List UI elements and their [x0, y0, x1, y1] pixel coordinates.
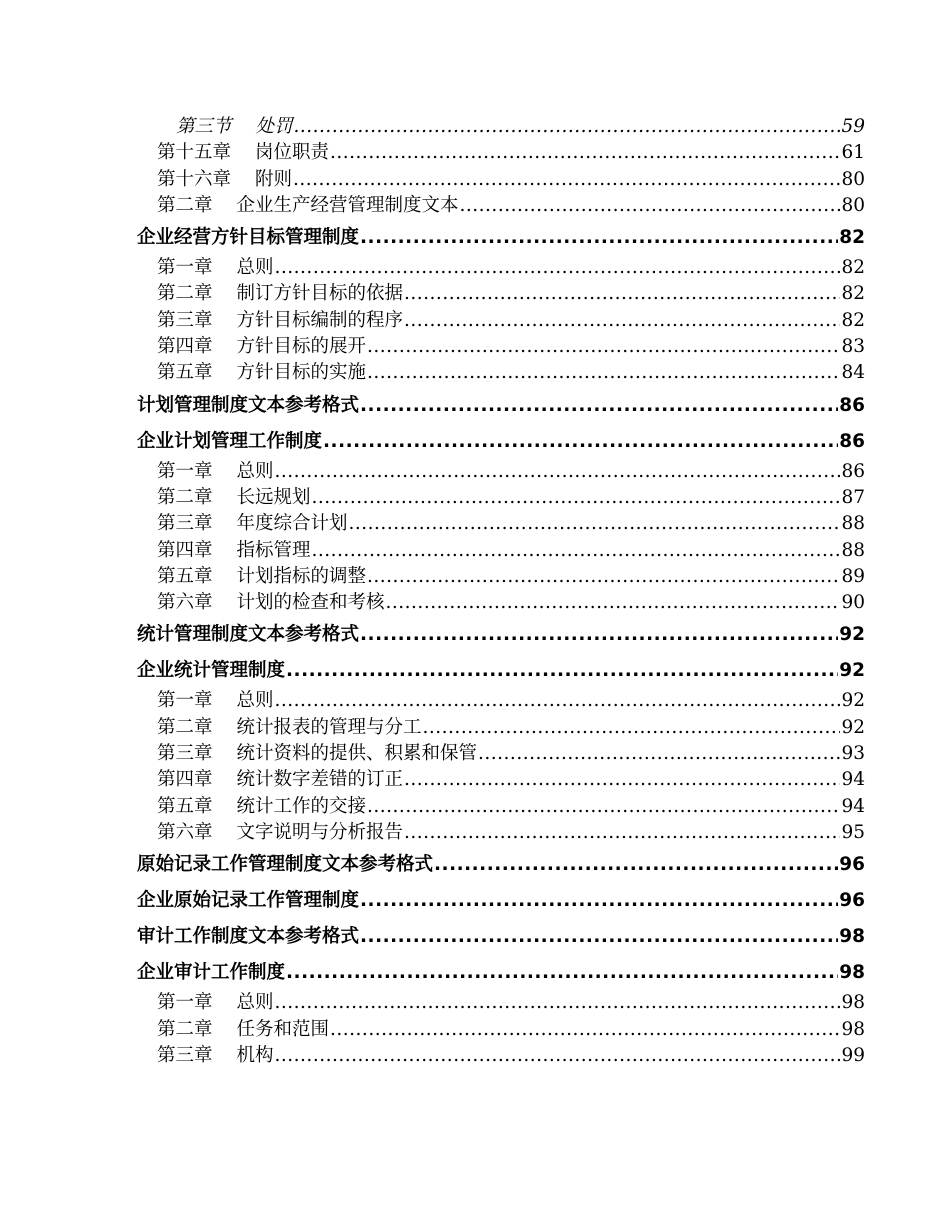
- toc-entry-section[interactable]: [137, 656, 865, 686]
- toc-dot-leader: [330, 1019, 840, 1040]
- toc-entry-title: [157, 138, 329, 164]
- toc-entry-chapter[interactable]: [157, 332, 865, 358]
- toc-entry-number: 第一章: [157, 992, 213, 1014]
- toc-entry-chapter[interactable]: [157, 765, 865, 791]
- toc-page-number: 80: [841, 194, 865, 216]
- toc-entry-label: 企业统计管理制度: [137, 660, 286, 682]
- toc-entry-chapter[interactable]: [157, 483, 865, 509]
- toc-page-number: 84: [841, 362, 865, 384]
- toc-page-number: 88: [841, 539, 865, 561]
- toc-entry-number: 第四章: [157, 769, 213, 791]
- toc-entry-label: 计划管理制度文本参考格式: [137, 394, 360, 416]
- toc-entry-title: [157, 165, 292, 191]
- toc-entry-label: 企业经营方针目标管理制度: [137, 227, 360, 249]
- toc-page-number: 80: [841, 168, 865, 190]
- toc-entry-label: 统计资料的提供、积累和保管: [236, 743, 478, 765]
- toc-entry-chapter[interactable]: [157, 562, 865, 588]
- toc-entry-title: [157, 588, 385, 614]
- toc-entry-title: [137, 427, 322, 453]
- toc-entry-label: 制订方针目标的依据: [236, 283, 404, 305]
- toc-entry-title: [157, 713, 422, 739]
- toc-dot-leader: [330, 142, 840, 163]
- table-of-contents: [0, 112, 950, 1067]
- toc-entry-chapter[interactable]: [157, 306, 865, 332]
- toc-entry-number: 第二章: [157, 486, 213, 508]
- toc-dot-leader: [460, 195, 841, 216]
- toc-entry-section[interactable]: [137, 391, 865, 421]
- toc-page-number: 92: [841, 716, 865, 738]
- toc-dot-leader: [275, 1045, 841, 1066]
- toc-entry-number: 第三章: [157, 743, 213, 765]
- toc-dot-leader: [404, 822, 840, 843]
- toc-entry-chapter[interactable]: [157, 165, 865, 191]
- toc-entry-chapter[interactable]: [157, 191, 865, 217]
- toc-dot-leader: [312, 487, 841, 508]
- toc-entry-chapter[interactable]: [157, 713, 865, 739]
- toc-entry-number: 第四章: [157, 336, 213, 358]
- toc-entry-label: 处罚: [255, 116, 293, 137]
- toc-entry-title: [137, 656, 285, 682]
- toc-dot-leader: [349, 513, 841, 534]
- toc-entry-number: 第五章: [157, 795, 213, 817]
- toc-entry-number: 第一章: [157, 460, 213, 482]
- toc-dot-leader: [404, 310, 840, 331]
- toc-entry-label: 企业原始记录工作管理制度: [137, 890, 360, 912]
- toc-page-number: 93: [841, 743, 865, 765]
- toc-entry-title: [137, 958, 285, 984]
- toc-entry-number: 第二章: [157, 1018, 213, 1040]
- toc-page-number: 86: [839, 430, 865, 452]
- toc-entry-title: [137, 620, 359, 646]
- toc-dot-leader: [275, 992, 841, 1013]
- toc-entry-title: [157, 483, 311, 509]
- toc-entry-number: 第三章: [157, 513, 213, 535]
- toc-dot-leader: [360, 926, 838, 947]
- toc-entry-number: 第三章: [157, 309, 213, 331]
- toc-entry-number: 第一章: [157, 690, 213, 712]
- toc-entry-title: [157, 792, 366, 818]
- toc-entry-chapter[interactable]: [157, 588, 865, 614]
- toc-entry-title: [157, 765, 403, 791]
- toc-entry-chapter[interactable]: [157, 818, 865, 844]
- toc-entry-label: 总则: [236, 992, 274, 1014]
- toc-entry-title: [137, 223, 359, 249]
- toc-page-number: 98: [839, 926, 865, 948]
- toc-page-number: 82: [841, 257, 865, 279]
- toc-entry-label: 计划的检查和考核: [236, 592, 385, 614]
- toc-entry-label: 统计工作的交接: [236, 795, 367, 817]
- toc-entry-label: 计划指标的调整: [236, 565, 367, 587]
- toc-entry-chapter[interactable]: [157, 509, 865, 535]
- toc-page-number: 90: [841, 592, 865, 614]
- toc-entry-label: 总则: [236, 460, 274, 482]
- toc-dot-leader: [423, 717, 841, 738]
- toc-entry-label: 岗位职责: [255, 142, 330, 164]
- toc-page-number: 83: [841, 336, 865, 358]
- toc-page-number: 98: [841, 1018, 865, 1040]
- toc-dot-leader: [434, 854, 838, 875]
- toc-entry-chapter[interactable]: [157, 686, 865, 712]
- toc-entry-section[interactable]: [137, 620, 865, 650]
- toc-entry-chapter[interactable]: [157, 739, 865, 765]
- toc-page-number: 95: [841, 821, 865, 843]
- toc-entry-label: 任务和范围: [236, 1018, 330, 1040]
- toc-entry-label: 机构: [236, 1044, 274, 1066]
- toc-entry-label: 总则: [236, 690, 274, 712]
- toc-entry-label: 指标管理: [236, 539, 311, 561]
- toc-entry-title: [157, 279, 403, 305]
- toc-entry-title: [157, 191, 459, 217]
- toc-dot-leader: [360, 890, 838, 911]
- toc-entry-number: 第六章: [157, 821, 213, 843]
- toc-entry-chapter[interactable]: [157, 358, 865, 384]
- toc-dot-leader: [312, 540, 841, 561]
- toc-entry-chapter[interactable]: [157, 1041, 865, 1067]
- toc-entry-title: [157, 562, 366, 588]
- toc-entry-title: [137, 886, 359, 912]
- toc-page-number: 96: [839, 854, 865, 876]
- toc-entry-section[interactable]: [137, 850, 865, 880]
- toc-entry-title: [157, 818, 403, 844]
- toc-entry-section[interactable]: [137, 427, 865, 457]
- toc-entry-chapter[interactable]: [157, 279, 865, 305]
- toc-entry-title: [157, 536, 311, 562]
- toc-page-number: 96: [839, 890, 865, 912]
- toc-entry-label: 长远规划: [236, 486, 311, 508]
- toc-entry-title: [157, 306, 403, 332]
- toc-dot-leader: [404, 769, 840, 790]
- toc-dot-leader: [294, 116, 841, 137]
- toc-entry-number: 第四章: [157, 539, 213, 561]
- toc-entry-section[interactable]: [137, 886, 865, 916]
- toc-entry-chapter[interactable]: [157, 457, 865, 483]
- toc-entry-title: [157, 1041, 274, 1067]
- toc-entry-label: 方针目标的实施: [236, 362, 367, 384]
- toc-entry-chapter[interactable]: [157, 253, 865, 279]
- toc-page-number: 94: [841, 769, 865, 791]
- toc-entry-label: 原始记录工作管理制度文本参考格式: [137, 854, 434, 876]
- toc-page-number: 98: [839, 962, 865, 984]
- toc-page-number: 82: [841, 283, 865, 305]
- toc-dot-leader: [478, 743, 840, 764]
- toc-dot-leader: [367, 336, 840, 357]
- toc-dot-leader: [275, 690, 841, 711]
- toc-entry-subsection[interactable]: [176, 112, 865, 138]
- toc-entry-title: [137, 391, 359, 417]
- toc-dot-leader: [275, 257, 841, 278]
- toc-entry-number: 第二章: [157, 283, 213, 305]
- toc-entry-chapter[interactable]: [157, 138, 865, 164]
- toc-dot-leader: [360, 227, 838, 248]
- toc-entry-label: 方针目标编制的程序: [236, 309, 404, 331]
- toc-dot-leader: [286, 660, 838, 681]
- toc-page-number: 88: [841, 513, 865, 535]
- toc-entry-number: 第十六章: [157, 168, 232, 190]
- toc-entry-number: 第十五章: [157, 142, 232, 164]
- toc-entry-label: 统计管理制度文本参考格式: [137, 624, 360, 646]
- toc-entry-title: [157, 457, 274, 483]
- toc-entry-number: 第一章: [157, 257, 213, 279]
- toc-entry-title: [157, 686, 274, 712]
- toc-entry-number: 第六章: [157, 592, 213, 614]
- toc-page-number: 92: [841, 690, 865, 712]
- toc-entry-section[interactable]: [137, 958, 865, 988]
- toc-page-number: 86: [841, 460, 865, 482]
- toc-dot-leader: [367, 796, 840, 817]
- toc-dot-leader: [286, 962, 838, 983]
- toc-page-number: 99: [841, 1044, 865, 1066]
- toc-dot-leader: [386, 592, 841, 613]
- toc-entry-title: [157, 509, 348, 535]
- toc-dot-leader: [293, 169, 840, 190]
- toc-entry-label: 年度综合计划: [236, 513, 348, 535]
- toc-entry-title: [137, 850, 433, 876]
- toc-page-number: 82: [839, 227, 865, 249]
- toc-dot-leader: [367, 566, 840, 587]
- toc-entry-chapter[interactable]: [157, 792, 865, 818]
- toc-entry-title: [176, 112, 293, 138]
- toc-entry-title: [157, 739, 477, 765]
- toc-entry-section[interactable]: [137, 922, 865, 952]
- toc-entry-chapter[interactable]: [157, 536, 865, 562]
- toc-page-number: 82: [841, 309, 865, 331]
- toc-entry-section[interactable]: [137, 223, 865, 253]
- toc-entry-title: [157, 253, 274, 279]
- toc-entry-number: 第二章: [157, 194, 213, 216]
- toc-entry-label: 统计报表的管理与分工: [236, 716, 422, 738]
- toc-page-number: 87: [841, 486, 865, 508]
- toc-dot-leader: [367, 362, 840, 383]
- toc-entry-title: [157, 332, 366, 358]
- toc-entry-title: [157, 358, 366, 384]
- toc-page-number: 59: [841, 116, 865, 137]
- toc-entry-label: 文字说明与分析报告: [236, 821, 404, 843]
- toc-entry-number: 第五章: [157, 362, 213, 384]
- toc-dot-leader: [360, 395, 838, 416]
- toc-page-number: 94: [841, 795, 865, 817]
- toc-entry-chapter[interactable]: [157, 1015, 865, 1041]
- toc-entry-label: 统计数字差错的订正: [236, 769, 404, 791]
- toc-entry-label: 方针目标的展开: [236, 336, 367, 358]
- toc-entry-number: 第五章: [157, 565, 213, 587]
- toc-entry-title: [137, 922, 359, 948]
- toc-page-number: 61: [841, 142, 865, 164]
- toc-entry-number: 第三章: [157, 1044, 213, 1066]
- toc-entry-label: 总则: [236, 257, 274, 279]
- toc-page-number: 86: [839, 394, 865, 416]
- toc-dot-leader: [323, 431, 838, 452]
- toc-entry-label: 企业审计工作制度: [137, 962, 286, 984]
- toc-page-number: 92: [839, 624, 865, 646]
- toc-entry-number: 第二章: [157, 716, 213, 738]
- toc-entry-label: 审计工作制度文本参考格式: [137, 926, 360, 948]
- toc-entry-title: [157, 988, 274, 1014]
- toc-dot-leader: [360, 624, 838, 645]
- toc-entry-label: 企业生产经营管理制度文本: [236, 194, 459, 216]
- toc-entry-title: [157, 1015, 329, 1041]
- toc-dot-leader: [404, 283, 840, 304]
- toc-page-number: 89: [841, 565, 865, 587]
- toc-page-number: 92: [839, 660, 865, 682]
- toc-entry-label: 企业计划管理工作制度: [137, 430, 323, 452]
- toc-entry-number: 第三节: [176, 116, 232, 137]
- toc-page-number: 98: [841, 992, 865, 1014]
- toc-dot-leader: [275, 461, 841, 482]
- toc-entry-chapter[interactable]: [157, 988, 865, 1014]
- toc-entry-label: 附则: [255, 168, 293, 190]
